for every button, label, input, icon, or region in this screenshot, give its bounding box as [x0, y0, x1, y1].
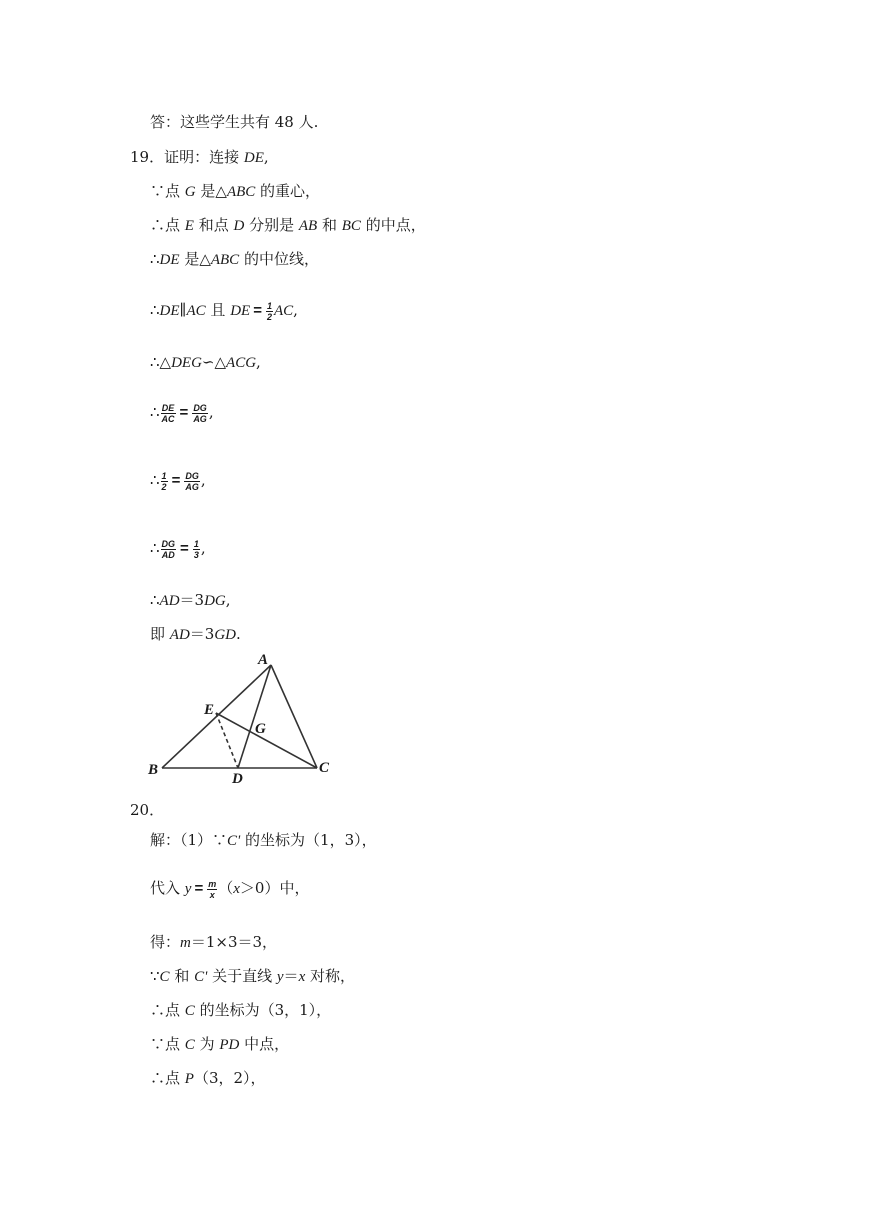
label-d: D	[232, 771, 243, 787]
triangle-figure	[140, 645, 340, 787]
segment-de-dashed	[216, 713, 238, 768]
proof-step-9: ∴AD＝3DG,	[150, 591, 231, 609]
solution-step-3: 得：m＝1×3＝3，	[150, 933, 278, 951]
proof-conclusion: 即 AD＝3GD.	[150, 625, 241, 643]
problem-20-heading: 20．	[130, 801, 165, 819]
proof-step-3: ∴DE 是△ABC 的中位线，	[150, 250, 319, 268]
fraction-m-over-x: $\frac{m}{x}$	[208, 878, 217, 900]
problem-19-heading: 19．证明：连接 DE,	[130, 148, 269, 166]
proof-step-6: ∴ $\frac{DE}{AC}$ = $\frac{DG}{AG}$ ,	[150, 402, 214, 424]
label-c: C	[319, 760, 330, 776]
label-a: A	[258, 652, 269, 668]
fraction-dg-ag: $\frac{DG}{AG}$	[185, 470, 199, 492]
solution-step-7: ∴点 P（3，2），	[150, 1069, 266, 1087]
proof-step-4: ∴DE∥AC 且 DE = $\frac{1}{2}$ AC,	[150, 300, 298, 322]
proof-step-2: ∴点 E 和点 D 分别是 AB 和 BC 的中点，	[150, 216, 426, 234]
fraction-one-half: $\frac{1}{2}$	[266, 300, 272, 322]
fraction-one-third: $\frac{1}{3}$	[193, 538, 199, 560]
fraction-dg-ag: $\frac{DG}{AG}$	[193, 402, 207, 424]
proof-step-8: ∴ $\frac{DG}{AD}$ = $\frac{1}{3}$ ,	[150, 538, 206, 560]
median-ce	[216, 713, 317, 768]
proof-step-7: ∴ $\frac{1}{2}$ = $\frac{DG}{AG}$ ,	[150, 470, 206, 492]
solution-step-1: 解：（1）∵C' 的坐标为（1，3），	[150, 831, 377, 849]
proof-step-1: ∵点 G 是△ABC 的重心，	[150, 182, 321, 200]
label-e: E	[204, 702, 215, 718]
solution-step-2: 代入 y = $\frac{m}{x}$ （x＞0）中，	[150, 878, 310, 900]
solution-step-6: ∵点 C 为 PD 中点，	[150, 1035, 290, 1053]
side-ac	[271, 665, 317, 768]
fraction-de-ac: $\frac{DE}{AC}$	[161, 402, 175, 424]
label-g: G	[255, 721, 266, 737]
solution-step-4: ∵C 和 C' 关于直线 y＝x 对称，	[150, 967, 356, 985]
fraction-dg-ad: $\frac{DG}{AD}$	[161, 538, 176, 560]
fraction-one-half: $\frac{1}{2}$	[161, 470, 167, 492]
solution-step-5: ∴点 C 的坐标为（3，1），	[150, 1001, 332, 1019]
answer-19-prev: 答：这些学生共有 48 人.	[150, 113, 319, 131]
proof-step-5: ∴△DEG∽△ACG,	[150, 353, 261, 371]
label-b: B	[148, 762, 159, 778]
